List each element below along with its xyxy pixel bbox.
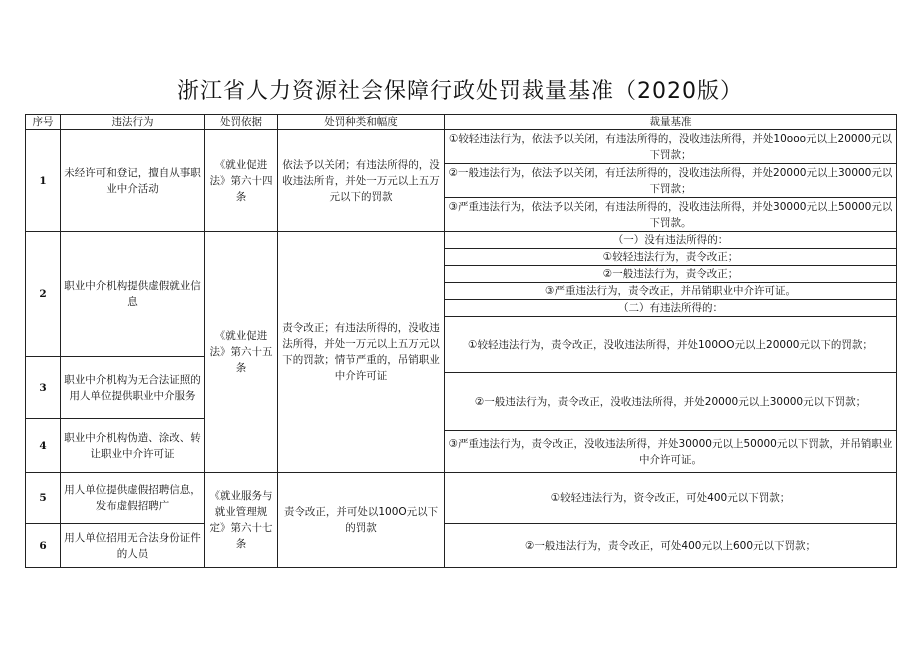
row-number: 5 bbox=[26, 473, 61, 524]
violation-cell: 职业中介机构提供虚假就业信息 bbox=[61, 232, 205, 357]
penalty-cell: 责令改正，并可处以100O元以下的罚款 bbox=[278, 473, 445, 568]
standard-cell: （二）有违法所得的： bbox=[445, 300, 897, 317]
basis-cell: 《就业服务与就业管理规定》第六十七条 bbox=[205, 473, 278, 568]
row-number: 4 bbox=[26, 419, 61, 473]
standard-cell: ①较轻违法行为，资令改正，可处400元以下罚款； bbox=[445, 473, 897, 524]
violation-cell: 职业中介机构为无合法证照的用人单位提供职业中介服务 bbox=[61, 357, 205, 419]
standard-cell: ①较轻违法行为，责令改正； bbox=[445, 249, 897, 266]
standard-cell: ②一般违法行为，责令改正，可处400元以上600元以下罚款； bbox=[445, 524, 897, 568]
basis-cell: 《就业促进法》第六十四条 bbox=[205, 130, 278, 232]
row-number: 1 bbox=[26, 130, 61, 232]
table-row bbox=[26, 473, 897, 524]
standard-cell: ②一般违法行为，责令改正，没收违法所得，并处20000元以上30000元以下罚款； bbox=[445, 373, 897, 431]
standard-cell: ③严重违法行为，责令改正，并吊销职业中介许可证。 bbox=[445, 283, 897, 300]
header-basis: 处罚依据 bbox=[205, 115, 278, 130]
standard-cell: ①较轻违法行为，依法予以关闭，有违法所得的，没收违法所得，并处10ooo元以上20000元以下罚款； bbox=[445, 130, 897, 164]
violation-cell: 职业中介机构伪造、涂改、转让职业中介许可证 bbox=[61, 419, 205, 473]
row-number: 3 bbox=[26, 357, 61, 419]
standard-cell: ③严重违法行为，依法予以关闭，有违法所得的，没收违法所得，并处30000元以上50000元以下罚款。 bbox=[445, 198, 897, 232]
standard-cell: ②一般违法行为，责令改正； bbox=[445, 266, 897, 283]
violation-cell: 用人单位招用无合法身份证件的人员 bbox=[61, 524, 205, 568]
table-header-row bbox=[26, 115, 897, 130]
table-row bbox=[26, 232, 897, 249]
penalty-standards-table bbox=[25, 114, 897, 568]
standard-cell: ②一般违法行为，依法予以关闭，有迁法所得的，没收违法所得，并处20000元以上30000元以下罚款； bbox=[445, 164, 897, 198]
table-row bbox=[26, 130, 897, 164]
header-violation: 违法行为 bbox=[61, 115, 205, 130]
row-number: 2 bbox=[26, 232, 61, 357]
standard-cell: ①较轻违法行为，责令改正，没收违法所得，并处100OO元以上20000元以下的罚款； bbox=[445, 317, 897, 373]
standard-cell: ③严重违法行为，责令改正，没收违法所得，并处30000元以上50000元以下罚款，并吊销职业中介许可证。 bbox=[445, 431, 897, 473]
violation-cell: 未经许可和登记，擅自从事职业中介活动 bbox=[61, 130, 205, 232]
table-row bbox=[26, 524, 897, 568]
standard-cell: （一）没有违法所得的： bbox=[445, 232, 897, 249]
header-no: 序号 bbox=[26, 115, 61, 130]
basis-cell: 《就业促进法》第六十五条 bbox=[205, 232, 278, 473]
penalty-cell: 依法予以关闭；有违法所得的，没收违法所肯，并处一万元以上五万元以下的罚款 bbox=[278, 130, 445, 232]
penalty-cell: 责令改正；有违法所得的，没收违法所得，并处一万元以上五万元以下的罚款；情节严重的，吊销职业中介许可证 bbox=[278, 232, 445, 473]
header-penalty: 处罚种类和幅度 bbox=[278, 115, 445, 130]
row-number: 6 bbox=[26, 524, 61, 568]
page-title: 浙江省人力资源社会保障行政处罚裁量基准（2020版） bbox=[177, 79, 743, 104]
violation-cell: 用人单位提供虚假招聘信息，发布虚假招聘广 bbox=[61, 473, 205, 524]
header-standard: 裁量基准 bbox=[445, 115, 897, 130]
